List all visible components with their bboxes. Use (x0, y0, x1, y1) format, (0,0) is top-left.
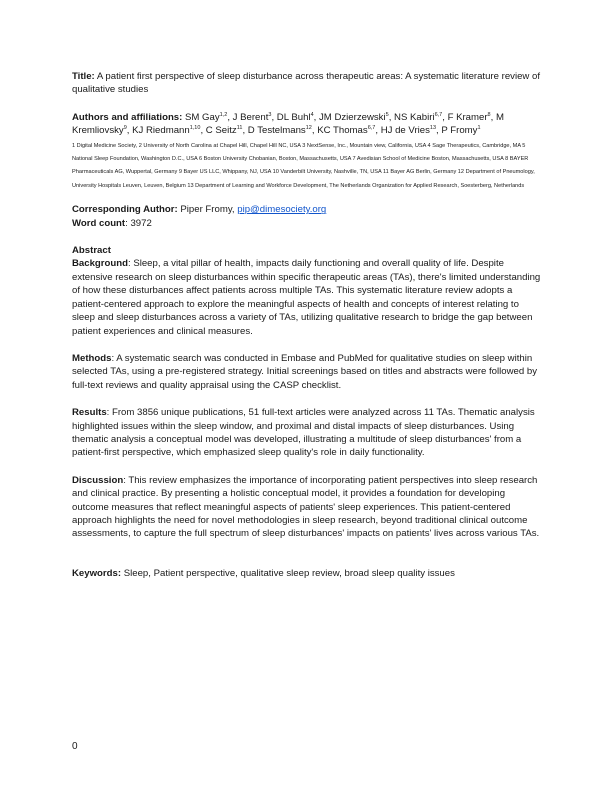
keywords-text: Sleep, Patient perspective, qualitative sleep review, broad sleep quality issues (121, 567, 455, 579)
author-affiliation-marker: 4 (310, 111, 314, 118)
title-label: Title: (72, 71, 95, 82)
author-separator: , (388, 111, 395, 123)
author-separator: , (242, 125, 248, 137)
results-label: Results (72, 407, 107, 419)
author-affiliation-marker: 6,7 (367, 125, 376, 132)
corresponding-name: Piper Fromy, (180, 204, 238, 216)
author-affiliation-marker: 1,2 (219, 111, 228, 118)
author-name: JM Dzierzewski (318, 111, 386, 123)
author-separator: , (200, 125, 206, 137)
methods-label: Methods (72, 352, 112, 364)
author-affiliation-marker: 1,10 (189, 125, 201, 132)
abstract-results (72, 406, 542, 460)
word-count-value: : 3972 (125, 217, 152, 229)
word-count (72, 217, 542, 230)
abstract-background (72, 257, 542, 337)
affiliations-text: 1 Digital Medicine Society, 2 University of North Carolina at Chapel Hill, Chapel Hill NC, USA 3 NextSense, Inc., Mountain view, California, USA 4 Sage Therapeutics, Cambridge, MA 5 National Sleep Foundation, Washington D.C., USA 6 Boston University Chobanian, Boston, Massachusetts, USA 7 Avedisian School of Medicine Boston, Massachusetts, USA 8 BAYER Pharmaceuticals AG, Wuppertal, Germany 9 Bayer US LLC, Whippany, NJ, USA 10 Vanderbilt University, Nashville, TN, USA 11 Bayer AG Berlin, Germany 12 Department of Pneumology, University Hospitals Leuven, Leuven, Belgium 13 Department of Learning and Workforce Development, The Netherlands Organization for Applied Research, Soesterberg, Netherlands (72, 142, 535, 189)
author-affiliation-marker: 13 (429, 125, 437, 132)
authors-label: Authors and affiliations: (72, 111, 183, 123)
author-name: KJ Riedmann (132, 125, 190, 137)
abstract-discussion (72, 474, 542, 541)
author-name: M Kremliovsky (72, 111, 504, 137)
abstract-methods (72, 352, 542, 392)
methods-text: : A systematic search was conducted in Embase and PubMed for qualitative studies on sleep within selected TAs, using a pre-registered strategy. Initial screenings based on titles and abstracts were followed by full-text reviews and quality appraisal using the CASP checklist. (72, 352, 538, 391)
corresponding-label: Corresponding Author: (72, 204, 178, 216)
author-separator: , (436, 125, 442, 137)
corresponding-email-link[interactable]: pip@dimesociety.org (237, 204, 327, 216)
background-label: Background (72, 258, 128, 270)
keywords-label: Keywords: (72, 567, 122, 579)
author-affiliation-marker: 3 (268, 111, 272, 118)
author-affiliation-marker: 8 (487, 111, 491, 118)
discussion-text: : This review emphasizes the importance of incorporating patient perspectives into sleep research and clinical practice. By presenting a holistic conceptual model, it provides a foundation for developing outcome measures that reflect meaningful aspects of patients' sleep experiences. This patient-centered approach highlights the need for novel methodologies in sleep research, beyond traditional clinical outcome assessments, to capture the full spectrum of sleep disturbances' impacts on patients' lives across various TAs. (72, 474, 540, 540)
page-number: 0 (72, 741, 78, 752)
author-name: NS Kabiri (394, 111, 435, 123)
author-name: DL Buhl (276, 111, 311, 123)
author-affiliation-marker: 1 (477, 125, 481, 132)
author-separator: , (271, 111, 277, 123)
author-separator: , (442, 111, 448, 123)
author-affiliation-marker: 6,7 (434, 111, 443, 118)
title-text: A patient first perspective of sleep disturbance across therapeutic areas: A systematic literature review of qualitative studies (72, 71, 541, 96)
author-name: D Testelmans (247, 125, 306, 137)
authors-paragraph (72, 111, 542, 138)
author-name: J Berent (232, 111, 269, 123)
corresponding-author (72, 203, 542, 216)
author-affiliation-marker: 5 (385, 111, 389, 118)
background-text: : Sleep, a vital pillar of health, impacts daily functioning and overall quality of life. Despite extensive research on sleep disturbances within specific therapeutic areas (TAs), there's limited understanding of how these disturbances affect patients across multiple TAs. This systematic literature review adopts a patient-centered approach to explore the meaningful aspects of health and concepts of interest relating to sleep and sleep disturbances across a variety of TAs, utilizing qualitative research to bridge the gap between patient experiences and clinical measures. (72, 258, 541, 337)
author-name: P Fromy (441, 125, 478, 137)
author-separator: , (311, 125, 318, 137)
author-name: HJ de Vries (380, 125, 430, 137)
author-separator: , (313, 111, 319, 123)
results-text: : From 3856 unique publications, 51 full-text articles were analyzed across 11 TAs. Thematic analysis highlighted issues within the sleep window, and proximal and distal impacts of sleep disturbances. Using thematic analysis a conceptual model was developed, illustrating a multitude of sleep disturbances' from a patient-first perspective, which emphasized sleep quality's role in daily functionality. (72, 407, 535, 459)
discussion-label: Discussion (72, 474, 124, 486)
author-separator: , (375, 125, 381, 137)
author-name: KC Thomas (317, 125, 368, 137)
author-separator: , (227, 111, 233, 123)
word-count-label: Word count (72, 217, 126, 229)
paper-page (72, 70, 542, 580)
author-name: C Seitz (205, 125, 237, 137)
author-separator: , (490, 111, 496, 123)
title-paragraph (72, 70, 542, 97)
author-separator: , (126, 125, 133, 137)
author-affiliation-marker: 11 (236, 125, 243, 132)
author-affiliation-marker: 12 (305, 125, 312, 132)
author-affiliation-marker: 9 (123, 125, 127, 132)
abstract-heading: Abstract (72, 245, 111, 257)
author-name: SM Gay (185, 111, 220, 123)
keywords (72, 567, 542, 580)
author-name: F Kramer (447, 111, 488, 123)
